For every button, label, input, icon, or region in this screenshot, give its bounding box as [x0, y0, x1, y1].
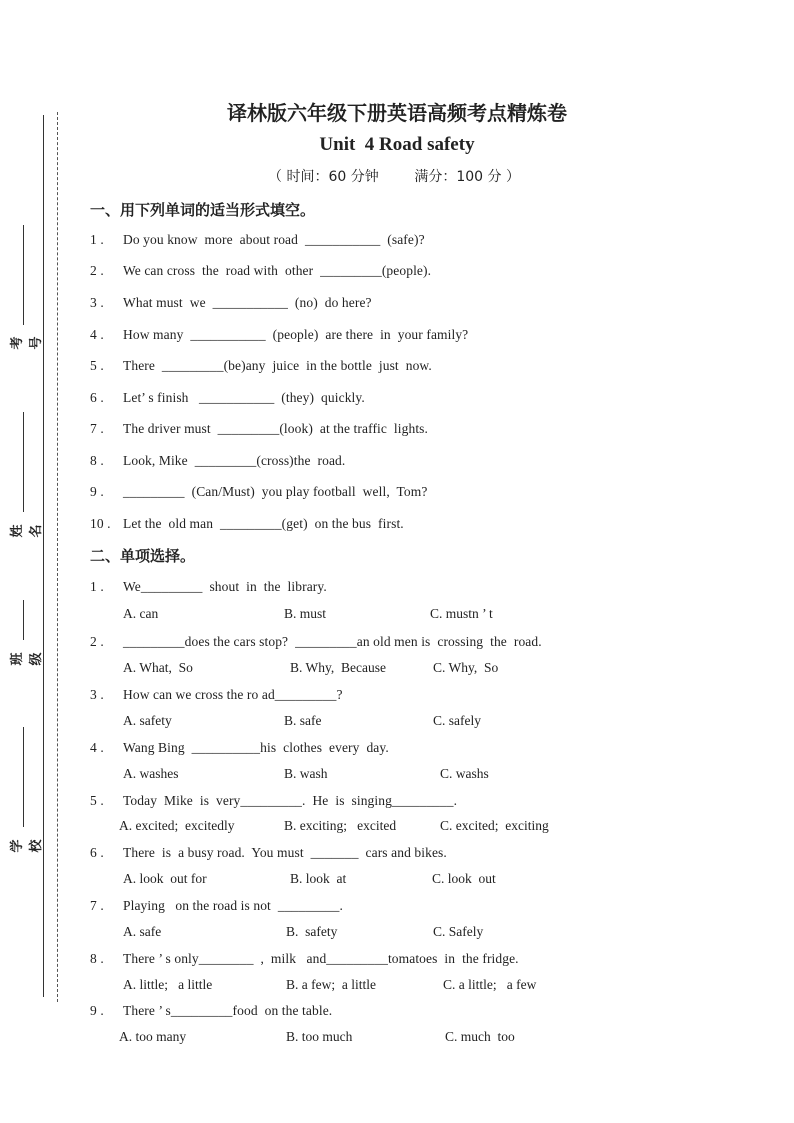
fill-question — [90, 232, 425, 248]
option-b: B. safe — [284, 713, 322, 728]
question-number: 7 . — [90, 421, 104, 436]
question-text: What must we ___________ (no) do here? — [123, 295, 372, 310]
question-number: 4 . — [90, 740, 104, 755]
question-number: 7 . — [90, 898, 104, 913]
question-text: There ’ s_________food on the table. — [123, 1003, 333, 1018]
option-b: B. exciting; excited — [284, 818, 397, 833]
fill-question — [90, 453, 345, 469]
time-info: （ 时间：60 分钟 满分：100 分 ） — [268, 169, 520, 185]
choice-question — [90, 951, 519, 967]
choice-question — [90, 1003, 332, 1019]
question-text: Playing on the road is not _________. — [123, 898, 343, 913]
option-a: A. can — [123, 606, 159, 621]
option-b: B. too much — [286, 1029, 353, 1044]
choice-question — [90, 634, 542, 650]
option-b: B. safety — [286, 924, 338, 939]
question-number: 9 . — [90, 1003, 104, 1018]
fill-question — [90, 358, 432, 374]
option-a: A. little; a little — [123, 977, 213, 992]
question-number: 8 . — [90, 951, 104, 966]
class-underline — [23, 600, 24, 640]
fill-question — [90, 484, 427, 500]
option-a: A. look out for — [123, 871, 207, 886]
option-c: C. much too — [445, 1029, 515, 1044]
choice-question — [90, 845, 447, 861]
exam-no-label: 考号 — [10, 336, 44, 350]
option-c: C. look out — [432, 871, 496, 886]
fill-question — [90, 263, 431, 279]
binding-solid-line — [43, 115, 44, 997]
class-label: 班级 — [10, 652, 44, 666]
fill-question — [90, 390, 365, 406]
question-number: 5 . — [90, 358, 104, 373]
option-c: C. Why, So — [433, 660, 499, 675]
fill-question — [90, 295, 372, 311]
question-number: 1 . — [90, 232, 104, 247]
choice-question — [90, 687, 343, 703]
choice-question — [90, 793, 457, 809]
question-number: 1 . — [90, 579, 104, 594]
question-text: How can we cross the ro ad_________? — [123, 687, 343, 702]
option-a: A. safety — [123, 713, 172, 728]
question-number: 9 . — [90, 484, 104, 499]
fill-question — [90, 327, 468, 343]
option-c: C. safely — [433, 713, 481, 728]
page-title: 译林版六年级下册英语高频考点精炼卷 — [227, 101, 567, 125]
question-text: How many ___________ (people) are there in your family? — [123, 327, 469, 342]
option-c: C. mustn ’ t — [430, 606, 493, 621]
option-c: C. Safely — [433, 924, 484, 939]
question-number: 6 . — [90, 390, 104, 405]
choice-question — [90, 898, 343, 914]
option-b: B. a few; a little — [286, 977, 376, 992]
question-number: 4 . — [90, 327, 104, 342]
section2-heading: 二、单项选择。 — [90, 547, 196, 565]
question-text: Wang Bing __________his clothes every day. — [123, 740, 389, 755]
option-c: C. excited; exciting — [440, 818, 549, 833]
question-text: There is a busy road. You must _______ cars and bikes. — [123, 845, 447, 860]
name-underline — [23, 412, 24, 512]
question-text: We can cross the road with other _________(people). — [123, 263, 432, 278]
question-text: There ’ s only________ , milk and_________tomatoes in the fridge. — [123, 951, 519, 966]
name-label: 姓名 — [10, 524, 44, 538]
option-a: A. safe — [123, 924, 162, 939]
question-number: 10 . — [90, 516, 111, 531]
question-number: 5 . — [90, 793, 104, 808]
option-a: A. too many — [119, 1029, 187, 1044]
question-text: The driver must _________(look) at the traffic lights. — [123, 421, 429, 436]
exam-no-underline — [23, 225, 24, 325]
question-text: Do you know more about road ___________ (safe)? — [123, 232, 425, 247]
school-underline — [23, 727, 24, 827]
binding-dashed-line — [57, 112, 58, 1002]
question-number: 6 . — [90, 845, 104, 860]
option-a: A. What, So — [123, 660, 193, 675]
question-text: We_________ shout in the library. — [123, 579, 327, 594]
question-number: 3 . — [90, 687, 104, 702]
option-c: C. a little; a few — [443, 977, 537, 992]
option-b: B. Why, Because — [290, 660, 386, 675]
option-a: A. washes — [123, 766, 179, 781]
fill-question — [90, 516, 404, 532]
section1-heading: 一、用下列单词的适当形式填空。 — [90, 201, 316, 219]
question-number: 8 . — [90, 453, 104, 468]
choice-question — [90, 579, 327, 595]
option-b: B. wash — [284, 766, 328, 781]
school-label: 学校 — [10, 839, 44, 853]
question-number: 2 . — [90, 634, 104, 649]
question-text: _________does the cars stop? _________an old men is crossing the road. — [123, 634, 542, 649]
option-b: B. look at — [290, 871, 347, 886]
question-text: Today Mike is very_________. He is singing_________. — [123, 793, 458, 808]
option-a: A. excited; excitedly — [119, 818, 235, 833]
question-text: There _________(be)any juice in the bottle just now. — [123, 358, 432, 373]
fill-question — [90, 421, 428, 437]
question-text: Let the old man _________(get) on the bus first. — [123, 516, 404, 531]
question-text: _________ (Can/Must) you play football well, Tom? — [123, 484, 428, 499]
question-text: Let’ s finish ___________ (they) quickly. — [123, 390, 365, 405]
question-text: Look, Mike _________(cross)the road. — [123, 453, 346, 468]
option-c: C. washs — [440, 766, 489, 781]
choice-question — [90, 740, 389, 756]
option-b: B. must — [284, 606, 327, 621]
unit-title: Unit 4 Road safety — [319, 134, 475, 155]
question-number: 2 . — [90, 263, 104, 278]
question-number: 3 . — [90, 295, 104, 310]
